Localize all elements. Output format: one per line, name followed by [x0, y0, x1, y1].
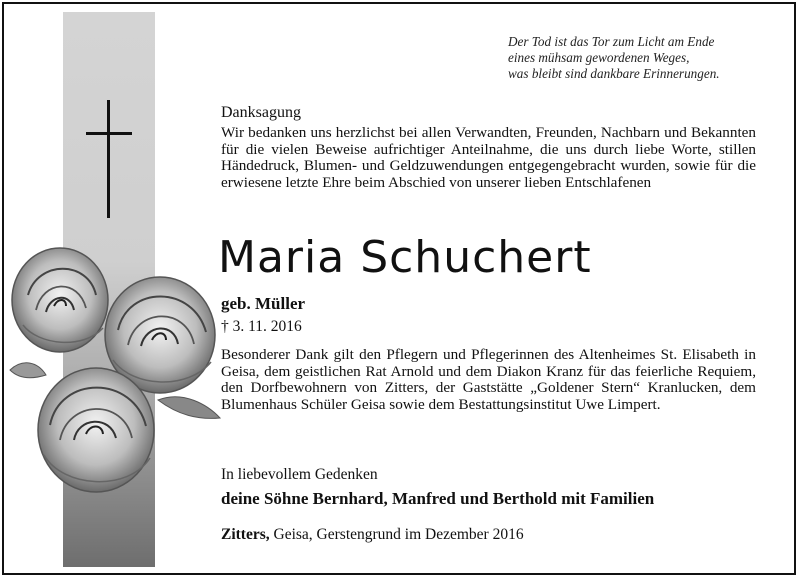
thanks-paragraph: Wir bedanken uns herzlichst bei allen Verwandten, Freunden, Nachbarn und Bekannten für die vielen Beweise aufrichtiger Anteilnahme, die uns durch liebe Worte, stillen Händedruck, Blumen- und Geldzuwendungen entgegengebracht wurden, sowie für die erwiesene letzte Ehre beim Abschied von unserer lieben Entschlafenen [221, 124, 756, 191]
roses-image [8, 240, 223, 510]
place-and-date [221, 526, 524, 544]
epigraph-line: eines mühsam gewordenen Weges, [508, 50, 690, 65]
cross-icon [86, 100, 132, 220]
remembrance-line: In liebevollem Gedenken [221, 466, 378, 483]
signature: deine Söhne Bernhard, Manfred und Berthold mit Familien [221, 489, 655, 508]
birth-name: geb. Müller [221, 294, 306, 313]
deceased-name: Maria Schuchert [218, 232, 592, 283]
epigraph-line: was bleibt sind dankbare Erinnerungen. [508, 66, 720, 81]
place-rest: Geisa, Gerstengrund im Dezember 2016 [269, 526, 524, 543]
death-date: † 3. 11. 2016 [221, 318, 302, 335]
epigraph [508, 34, 758, 82]
place-bold: Zitters, [221, 526, 270, 543]
heading: Danksagung [221, 104, 301, 121]
epigraph-line: Der Tod ist das Tor zum Licht am Ende [508, 34, 715, 49]
special-thanks-paragraph: Besonderer Dank gilt den Pflegern und Pflegerinnen des Altenheimes St. Elisabeth in Geisa, dem geistlichen Rat Arnold und dem Diakon Kranz für das feierliche Requiem, den Dorfbewohnern von Zitters, der Gaststätte „Goldener Stern“ Kranlucken, dem Blumenhaus Schüler Geisa sowie dem Bestattungsinstitut Uwe Limpert. [221, 346, 756, 413]
